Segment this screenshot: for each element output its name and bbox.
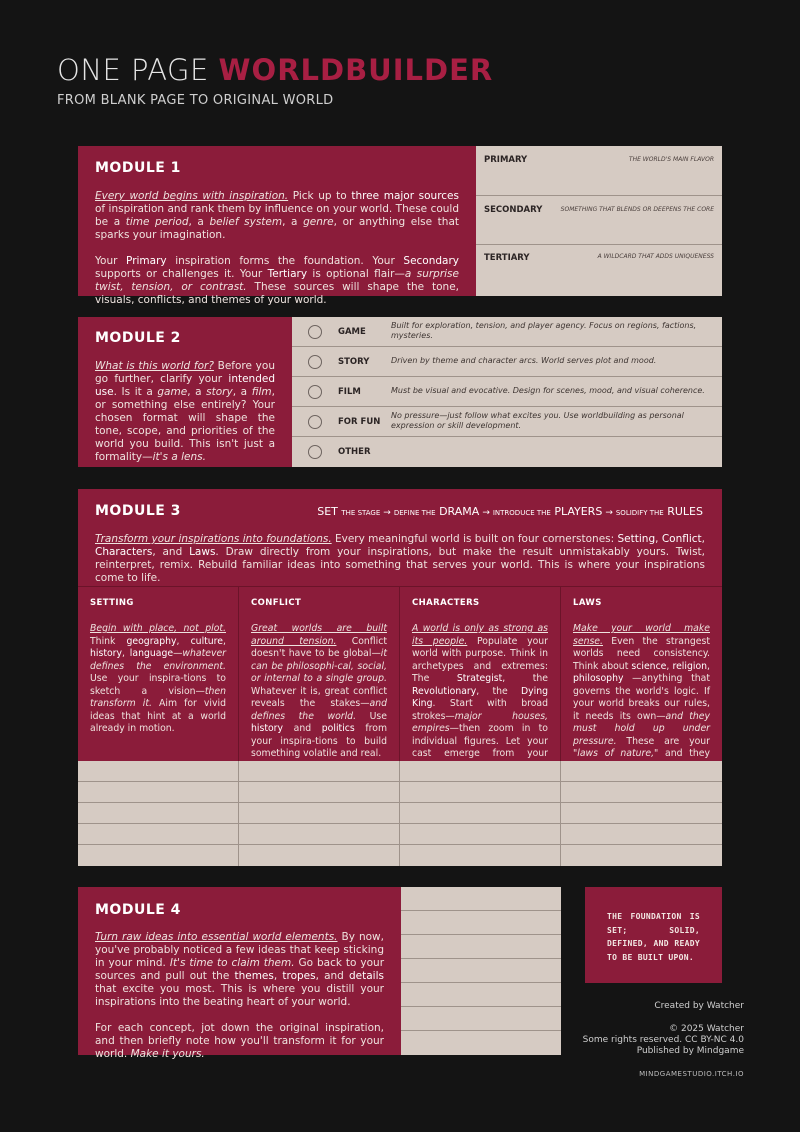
laws-lines[interactable]: [561, 761, 722, 866]
tier-secondary[interactable]: [476, 196, 722, 246]
tier-tertiary[interactable]: [476, 245, 722, 295]
column-laws: [561, 587, 722, 762]
foundation-note: [585, 887, 722, 983]
module4-detail: For each concept, jot down the original inspiration, and then briefly note how you'll transform it for your world. Make it yours.: [95, 1022, 384, 1060]
column-title: CHARACTERS: [412, 598, 480, 608]
radio-circle[interactable]: [308, 385, 322, 399]
module3-title: MODULE 3: [95, 503, 181, 519]
credit-copyright: © 2025 Watcher: [669, 1024, 744, 1034]
option-label: STORY: [338, 357, 370, 367]
option-game[interactable]: [292, 317, 722, 347]
option-desc: No pressure—just follow what excites you. Use worldbuilding as personal expression or skill development.: [391, 411, 684, 430]
module4-title: MODULE 4: [95, 902, 181, 918]
page-subtitle: FROM BLANK PAGE TO ORIGINAL WORLD: [57, 93, 334, 108]
setting-lines[interactable]: [78, 761, 239, 866]
title-plain: ONE PAGE: [57, 53, 219, 87]
radio-circle[interactable]: [308, 325, 322, 339]
module3-columns: [78, 586, 722, 761]
module1-intro: Every world begins with inspiration. Pick up to three major sources of inspiration and rank them by influence on your world. These could be a time period, a belief system, a genre, or anything else that sparks your imagination.: [95, 190, 460, 241]
module3-intro: Transform your inspirations into foundations. Every meaningful world is built on four cornerstones: Setting, Conflict, Characters, and Laws. Draw directly from your inspirations, but make the result unmistakably yours. Twist, reinterpret, remix. Rebuild familiar ideas into something that serves your world. This is where your inspirations come to life.: [95, 533, 705, 584]
column-text: Begin with place, not plot. Think geography, culture, history, language—whatever defines the environment. Use your inspira-tions to sketch a vision—then transform it. Aim for vivid ideas that hint at a world already in motion.: [90, 623, 226, 734]
module4-intro: Turn raw ideas into essential world elements. By now, you've probably noticed a few ideas that keep sticking in your mind. It's time to claim them. Go back to your sources and pull out the themes, tropes, and details that excite you most. This is where you distill your inspirations into the beating heart of your world.: [95, 931, 385, 1008]
credit-publisher: Published by Mindgame: [636, 1046, 744, 1056]
option-label: GAME: [338, 327, 366, 337]
module2-panel: [78, 317, 292, 467]
module2-title: MODULE 2: [95, 330, 181, 346]
tier-label: TERTIARY: [484, 253, 530, 263]
module4-writing-lines[interactable]: [401, 887, 561, 1055]
option-desc: Must be visual and evocative. Design for scenes, mood, and visual coherence.: [391, 386, 705, 395]
credit-license: Some rights reserved. CC BY-NC 4.0: [582, 1035, 744, 1045]
column-conflict: [239, 587, 400, 762]
radio-circle[interactable]: [308, 415, 322, 429]
column-text: A world is only as strong as its people. Populate your world with purpose. Think in archetypes and extremes: The Strategist, the Revolutionary, the Dying King. Start with broad strokes—major houses, empires—then zoom in to individual figures. Let your cast emerge from your: [412, 623, 549, 759]
credit-author: Created by Watcher: [654, 1001, 744, 1011]
option-other[interactable]: [292, 437, 722, 467]
option-label: OTHER: [338, 447, 371, 457]
characters-lines[interactable]: [400, 761, 561, 866]
tier-desc: SOMETHING THAT BLENDS OR DEEPENS THE CORE: [560, 205, 714, 213]
column-characters: [400, 587, 561, 762]
tier-primary[interactable]: [476, 146, 722, 196]
module4-panel: [78, 887, 401, 1060]
option-desc: Built for exploration, tension, and player agency. Focus on regions, factions, mysteries.: [391, 321, 697, 340]
column-setting: [78, 587, 239, 762]
module3-panel: [78, 489, 722, 586]
module1-tiers: [476, 146, 722, 296]
tier-desc: A WILDCARD THAT ADDS UNIQUENESS: [597, 253, 714, 260]
column-title: SETTING: [90, 598, 134, 608]
option-film[interactable]: [292, 377, 722, 407]
foundation-note-text: THE FOUNDATION IS SET; SOLID, DEFINED, AND READY TO BE BUILT UPON.: [607, 912, 700, 962]
column-text: Great worlds are built around tension. Conflict doesn't have to be global—it can be philosophi-cal, social, or internal to a single group. Whatever it is, great conflict reveals the stakes—and defines the world. Use history and politics from your inspira-tions to build something volatile and real.: [251, 623, 387, 759]
option-story[interactable]: [292, 347, 722, 377]
module2-options: [292, 317, 722, 467]
option-label: FOR FUN: [338, 417, 381, 427]
page-title: [57, 53, 493, 87]
option-desc: Driven by theme and character arcs. World serves plot and mood.: [391, 356, 657, 365]
module2-intro: What is this world for? Before you go further, clarify your intended use. Is it a game, a story, a film, or something else entirely? Your chosen format will shape the tone, scope, and priorities of the world you build. This isn't just a formality—it's a lens.: [95, 360, 275, 463]
conflict-lines[interactable]: [239, 761, 400, 866]
tier-desc: THE WORLD'S MAIN FLAVOR: [628, 156, 714, 163]
module3-flow: SET THE STAGE → DEFINE THE DRAMA → INTRODUCE THE PLAYERS → SOLIDIFY THE RULES: [317, 505, 703, 518]
radio-circle[interactable]: [308, 355, 322, 369]
column-text: Make your world make sense. Even the strangest worlds need consistency. Think about science, religion, philosophy —anything that governs the world's logic. If your world breaks our rules, it needs its own—and they must hold up under pressure. These are your "laws of nature," and they: [573, 623, 710, 759]
tier-label: SECONDARY: [484, 204, 543, 215]
radio-circle[interactable]: [308, 445, 322, 459]
title-accent: WORLDBUILDER: [218, 53, 494, 87]
column-title: LAWS: [573, 598, 602, 608]
module1-panel: [78, 146, 476, 306]
tier-label: PRIMARY: [484, 155, 528, 165]
module1-title: MODULE 1: [95, 160, 181, 176]
module1-detail: Your Primary inspiration forms the foundation. Your Secondary supports or challenges it. Your Tertiary is optional flair—a surprise twist, tension, or contrast. These sources will shape the tone, visuals, conflicts, and themes of your world.: [95, 255, 460, 306]
site-link[interactable]: MINDGAMESTUDIO.ITCH.IO: [639, 1070, 744, 1078]
module3-writing-grid: [78, 761, 722, 866]
option-label: FILM: [338, 387, 361, 397]
column-title: CONFLICT: [251, 598, 302, 608]
option-for-fun[interactable]: [292, 407, 722, 437]
